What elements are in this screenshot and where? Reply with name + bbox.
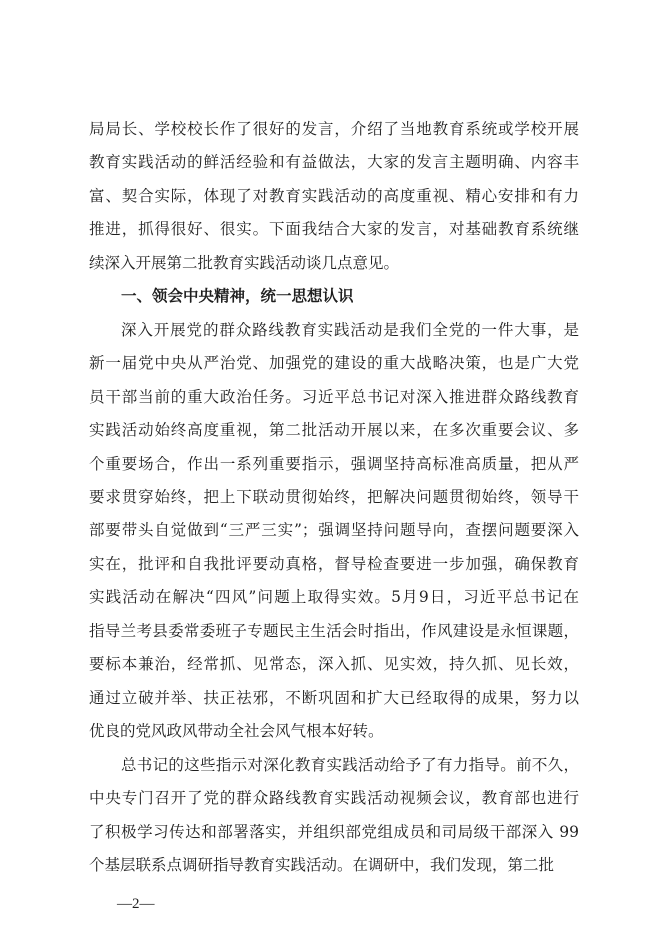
text-line: 实践活动在解决“四风”问题上取得实效。5月9日，习近平总书记在 — [89, 588, 579, 607]
text-line: 优良的党风政风带动全社会风气根本好转。 — [89, 722, 384, 741]
paragraph — [89, 314, 579, 749]
text-line: 总书记的这些指示对深化教育实践活动给予了有力指导。前不久， — [121, 755, 579, 774]
text-line: 富、契合实际，体现了对教育实践活动的高度重视、精心安排和有力 — [89, 186, 579, 205]
text-line: 实在，批评和自我批评要动真格，督导检查要进一步加强，确保教育 — [89, 554, 579, 573]
text-line: 中央专门召开了党的群众路线教育实践活动视频会议，教育部也进行 — [89, 789, 579, 808]
text-line: 员干部当前的重大政治任务。习近平总书记对深入推进群众路线教育 — [89, 387, 579, 406]
text-line: 指导兰考县委常委班子专题民主生活会时指出，作风建设是永恒课题， — [89, 621, 579, 640]
text-line: 新一届党中央从严治党、加强党的建设的重大战略决策，也是广大党 — [89, 354, 579, 373]
text-line: 续深入开展第二批教育实践活动谈几点意见。 — [89, 253, 400, 272]
text-line: 了积极学习传达和部署落实，并组织部党组成员和司局级干部深入 99 — [89, 822, 579, 841]
text-line: 深入开展党的群众路线教育实践活动是我们全党的一件大事，是 — [121, 320, 579, 339]
text-line: 要求贯穿始终，把上下联动贯彻始终，把解决问题贯彻始终，领导干 — [89, 487, 579, 506]
text-line: 部要带头自觉做到“三严三实”；强调坚持问题导向，查摆问题要深入 — [89, 521, 579, 540]
text-line: 推进，抓得很好、很实。下面我结合大家的发言，对基础教育系统继 — [89, 220, 579, 239]
paragraph — [89, 749, 579, 883]
text-line: 实践活动始终高度重视，第二批活动开展以来，在多次重要会议、多 — [89, 421, 579, 440]
text-line: 个基层联系点调研指导教育实践活动。在调研中，我们发现，第二批 — [89, 855, 555, 874]
section-heading — [89, 280, 579, 313]
text-line: 通过立破并举、扶正祛邪，不断巩固和扩大已经取得的成果，努力以 — [89, 688, 579, 707]
document-page — [89, 113, 579, 914]
paragraph — [89, 113, 579, 280]
text-line: 个重要场合，作出一系列重要指示，强调坚持高标准高质量，把从严 — [89, 454, 579, 473]
text-line: 教育实践活动的鲜活经验和有益做法，大家的发言主题明确、内容丰 — [89, 153, 579, 172]
text-line: 要标本兼治，经常抓、见常态，深入抓、见实效，持久抓、见长效， — [89, 655, 579, 674]
text-line: 局局长、学校校长作了很好的发言，介绍了当地教育系统或学校开展 — [89, 120, 579, 138]
page-number: —2— — [117, 896, 155, 913]
document-body — [89, 113, 579, 882]
heading-text: 一、领会中央精神，统一思想认识 — [121, 287, 354, 306]
